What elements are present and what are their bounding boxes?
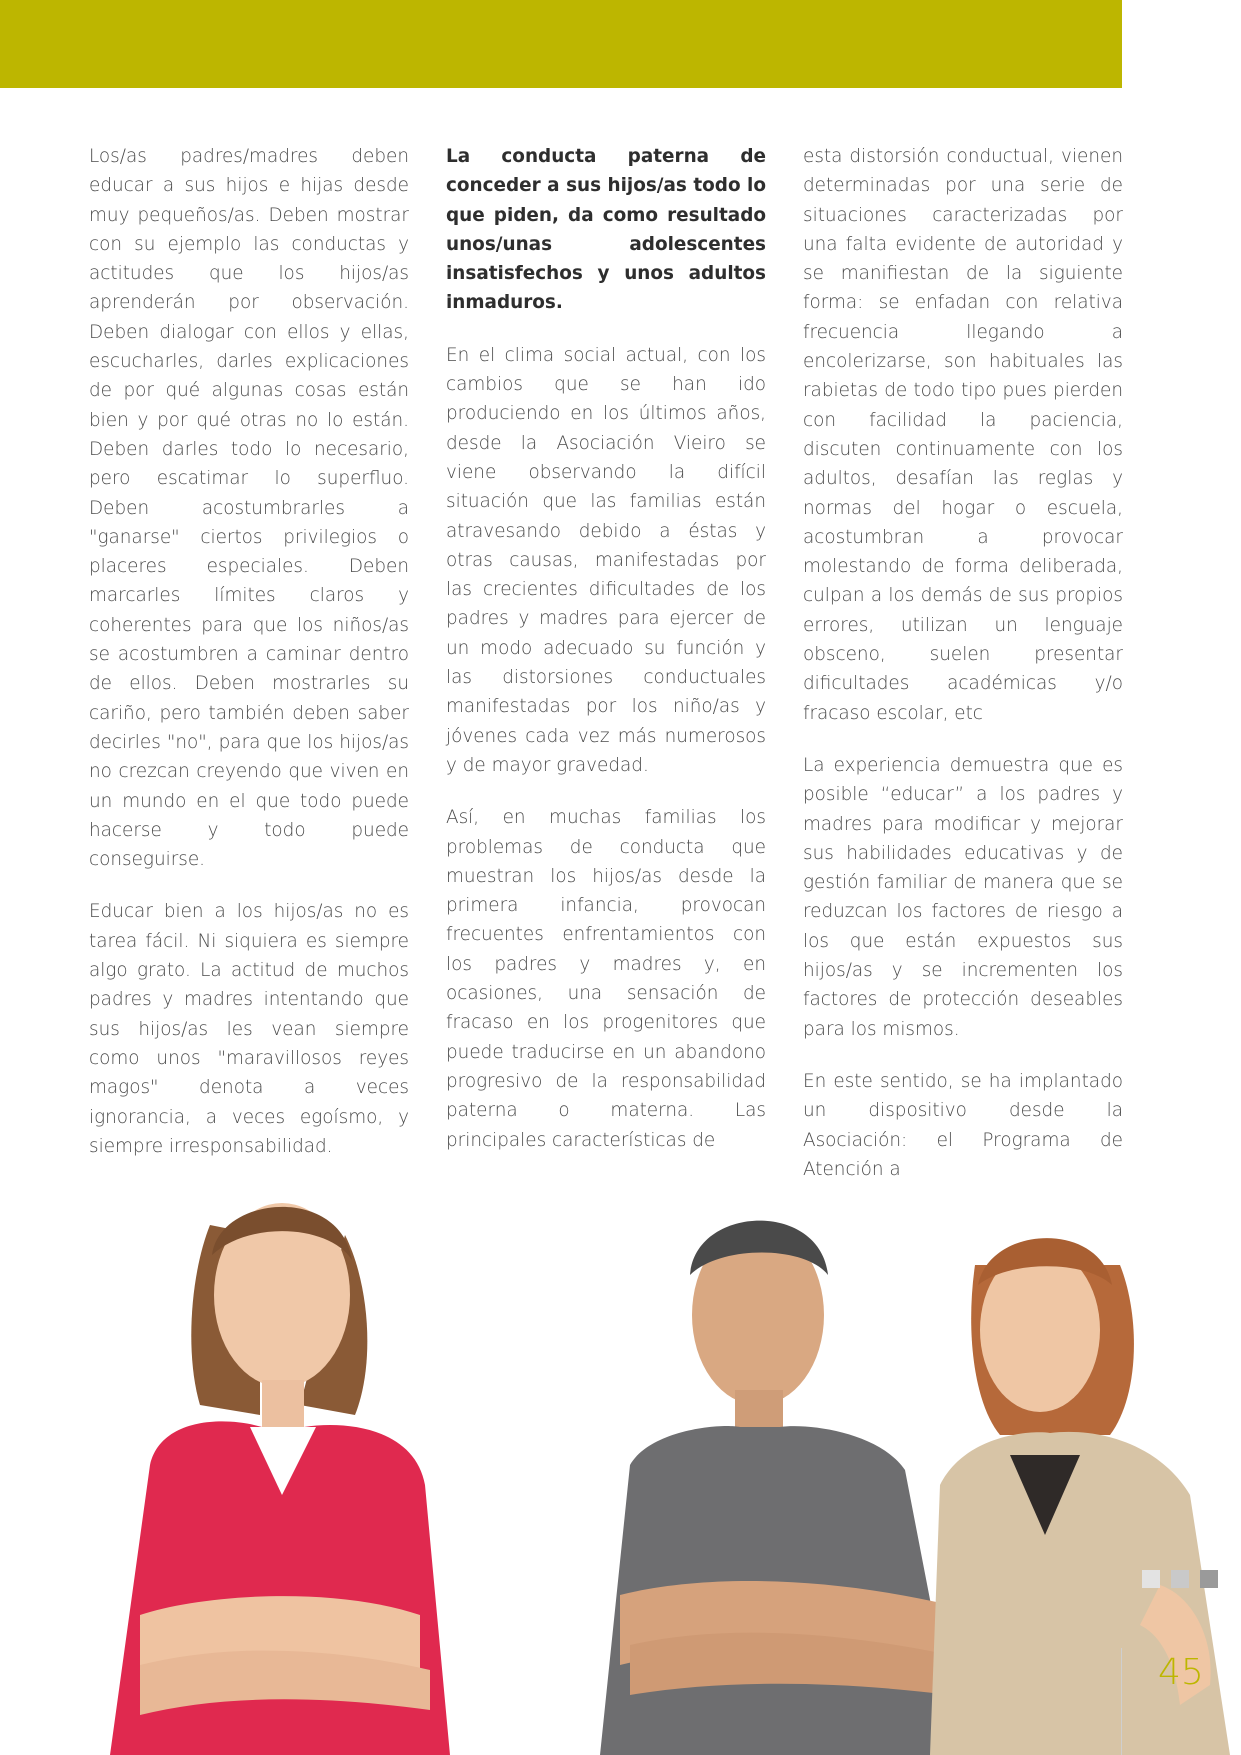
father-illustration — [600, 1221, 960, 1755]
lead-paragraph: La conducta paterna de conceder a sus hijos/as todo lo que piden, da como resultado unos/unas adolescentes insatisfechos y unos adultos inmaduros. — [446, 146, 766, 314]
deco-square-mid — [1171, 1570, 1189, 1588]
header-color-band — [0, 0, 1122, 88]
paragraph: La experiencia demuestra que es posible “educar” a los padres y madres para modificar y mejorar sus habilidades educativas y de gestión familiar de manera que se reduzcan los factores de riesgo a los que están expuestos sus hijos/as y se incrementen los factores de protección deseables para los mismos. — [803, 754, 1123, 1040]
teen-girl-illustration — [110, 1203, 450, 1755]
paragraph: esta distorsión conductual, vienen determinadas por una serie de situaciones caracterizadas por una falta evidente de autoridad y se manifiestan de la siguiente forma: se enfadan con relativa frecuencia llegando a encolerizarse, son habituales las rabietas de todo tipo pues pierden con facilidad la paciencia, discuten continuamente con los adultos, desafían las reglas y normas del hogar o escuela, acostumbran a provocar molestando de forma deliberada, culpan a los demás de sus propios errores, utilizan un lenguaje obsceno, suelen presentar dificultades académicas y/o fracaso escolar, etc — [803, 146, 1123, 724]
deco-square-light — [1142, 1570, 1160, 1588]
paragraph: En este sentido, se ha implantado un dispositivo desde la Asociación: el Programa de Atención a — [803, 1070, 1123, 1180]
family-photo — [0, 1165, 1241, 1755]
text-column-2 — [446, 142, 766, 1178]
page-number-divider — [1121, 1648, 1122, 1755]
text-column-3 — [803, 142, 1123, 1207]
paragraph: Los/as padres/madres deben educar a sus hijos e hijas desde muy pequeños/as. Deben mostrar con su ejemplo las conductas y actitudes que los hijos/as aprenderán por observación. Deben dialogar con ellos y ellas, escucharles, darles explicaciones de por qué algunas cosas están bien y por qué otras no lo están. Deben darles todo lo necesario, pero escatimar lo superfluo. Deben acostumbrarles a "ganarse" ciertos privilegios o placeres especiales. Deben marcarles límites claros y coherentes para que los niños/as se acostumbren a caminar dentro de ellos. Deben mostrarles su cariño, pero también deben saber decirles "no", para que los hijos/as no crezcan creyendo que viven en un mundo en el que todo puede hacerse y todo puede conseguirse. — [89, 146, 409, 871]
paragraph: En el clima social actual, con los cambios que se han ido produciendo en los últimos años, desde la Asociación Vieiro se viene observando la difícil situación que las familias están atravesando debido a éstas y otras causas, manifestadas por las crecientes dificultades de los padres y madres para ejercer de un modo adecuado su función y las distorsiones conductuales manifestadas por los niño/as y jóvenes cada vez más numerosos y de mayor gravedad. — [446, 344, 766, 776]
deco-square-dark — [1200, 1570, 1218, 1588]
paragraph: Educar bien a los hijos/as no es tarea fácil. Ni siquiera es siempre algo grato. La actitud de muchos padres y madres intentando que sus hijos/as les vean siempre como unos "maravillosos reyes magos" denota a veces ignorancia, a veces egoísmo, y siempre irresponsabilidad. — [89, 901, 409, 1157]
text-column-1 — [89, 142, 409, 1184]
page-number: 45 — [1158, 1652, 1204, 1693]
paragraph: Así, en muchas familias los problemas de conducta que muestran los hijos/as desde la primera infancia, provocan frecuentes enfrentamientos con los padres y madres y, en ocasiones, una sensación de fracaso en los progenitores que puede traducirse en un abandono progresivo de la responsabilidad paterna o materna. Las principales características de — [446, 807, 766, 1151]
